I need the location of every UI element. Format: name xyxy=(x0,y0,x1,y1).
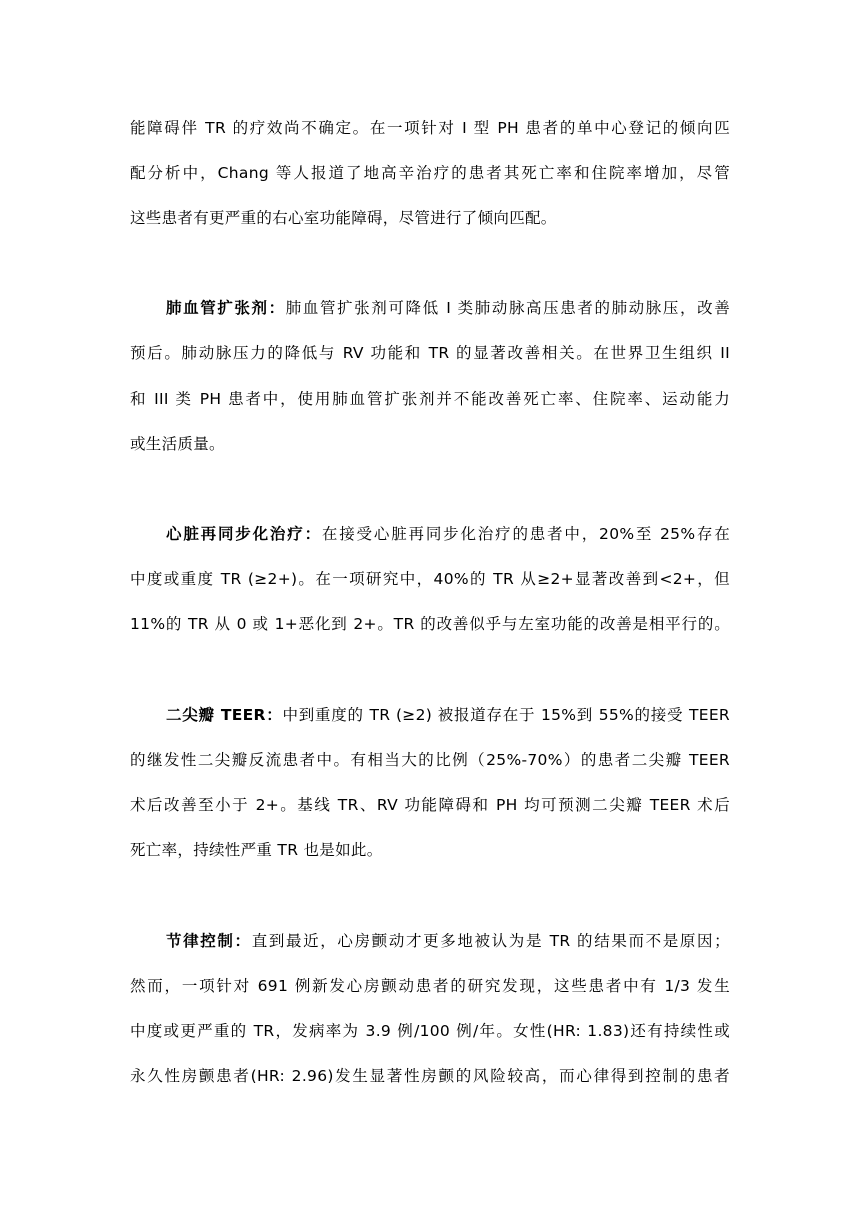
section-heading-pulmonary-vasodilators: 肺血管扩张剂： xyxy=(166,299,286,317)
paragraph-1-line-2: 配分析中，Chang 等人报道了地高辛治疗的患者其死亡率和住院率增加，尽管 xyxy=(130,164,730,182)
section-heading-rhythm-control: 节律控制： xyxy=(166,932,252,950)
paragraph-3-line-2: 中度或重度 TR (≥2+)。在一项研究中，40%的 TR 从≥2+显著改善到<2+，但 xyxy=(130,570,730,588)
paragraph-5-line-4: 永久性房颤患者(HR: 2.96)发生显著性房颤的风险较高，而心律得到控制的患者 xyxy=(130,1067,730,1085)
paragraph-2-line-2: 预后。肺动脉压力的降低与 RV 功能和 TR 的显著改善相关。在世界卫生组织 II xyxy=(130,344,730,362)
paragraph-2-line-1 xyxy=(166,298,730,318)
paragraph-4-line-1 xyxy=(166,705,730,725)
paragraph-5-line-1-text: 直到最近，心房颤动才更多地被认为是 TR 的结果而不是原因； xyxy=(251,932,730,950)
paragraph-4-line-4: 死亡率，持续性严重 TR 也是如此。 xyxy=(130,841,383,859)
paragraph-5-line-1 xyxy=(166,931,730,951)
paragraph-3-line-1-text: 在接受心脏再同步化治疗的患者中，20%至 25%存在 xyxy=(321,525,730,543)
paragraph-4-line-1-text: 中到重度的 TR (≥2) 被报道存在于 15%到 55%的接受 TEER xyxy=(282,706,730,724)
paragraph-1-line-1: 能障碍伴 TR 的疗效尚不确定。在一项针对 I 型 PH 患者的单中心登记的倾向匹 xyxy=(130,119,730,137)
section-heading-mitral-teer: 二尖瓣 TEER： xyxy=(166,706,283,724)
paragraph-3-line-1 xyxy=(166,524,730,544)
paragraph-4-line-2: 的继发性二尖瓣反流患者中。有相当大的比例（25%-70%）的患者二尖瓣 TEER xyxy=(130,751,730,769)
paragraph-3-line-3: 11%的 TR 从 0 或 1+恶化到 2+。TR 的改善似乎与左室功能的改善是相平行的。 xyxy=(130,615,730,633)
paragraph-5-line-2: 然而，一项针对 691 例新发心房颤动患者的研究发现，这些患者中有 1/3 发生 xyxy=(130,977,730,995)
paragraph-2-line-4: 或生活质量。 xyxy=(130,435,225,453)
paragraph-4-line-3: 术后改善至小于 2+。基线 TR、RV 功能障碍和 PH 均可预测二尖瓣 TEER 术后 xyxy=(130,796,730,814)
paragraph-5-line-3: 中度或更严重的 TR，发病率为 3.9 例/100 例/年。女性(HR: 1.83)还有持续性或 xyxy=(130,1022,730,1040)
section-heading-crt: 心脏再同步化治疗： xyxy=(166,525,322,543)
paragraph-1-line-3: 这些患者有更严重的右心室功能障碍，尽管进行了倾向匹配。 xyxy=(130,209,557,227)
paragraph-2-line-1-text: 肺血管扩张剂可降低 I 类肺动脉高压患者的肺动脉压，改善 xyxy=(285,299,731,317)
paragraph-2-line-3: 和 III 类 PH 患者中，使用肺血管扩张剂并不能改善死亡率、住院率、运动能力 xyxy=(130,390,730,408)
